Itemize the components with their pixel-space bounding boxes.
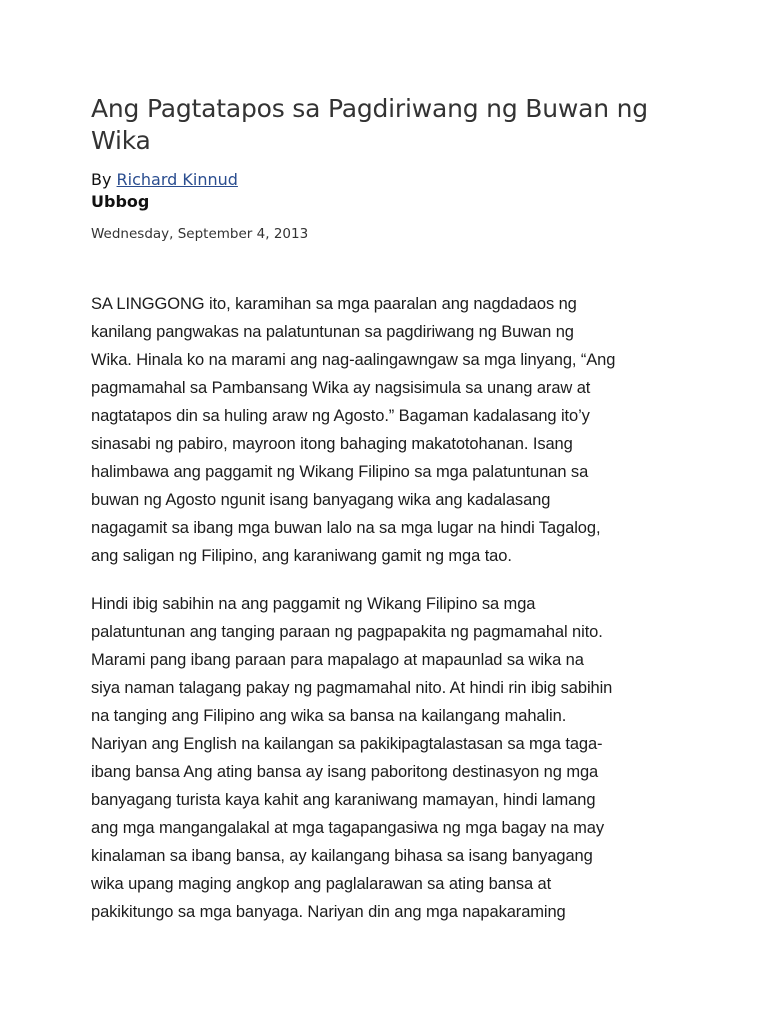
text-line: Hindi ibig sabihin na ang paggamit ng Wikang Filipino sa mga — [91, 595, 536, 613]
source-name: Ubbog — [91, 192, 150, 211]
title-line: Ang Pagtatapos sa Pagdiriwang ng Buwan ng — [91, 94, 648, 123]
text-line: pagmamahal sa Pambansang Wika ay nagsisimula sa unang araw at — [91, 379, 591, 397]
text-line: kinalaman sa ibang bansa, ay kailangang bihasa sa isang banyagang — [91, 847, 593, 865]
text-line: nagtatapos din sa huling araw ng Agosto.” Bagaman kadalasang ito’y — [91, 407, 590, 425]
paragraph — [91, 590, 691, 926]
text-line: banyagang turista kaya kahit ang karaniwang mamayan, hindi lamang — [91, 791, 596, 809]
text-line: na tanging ang Filipino ang wika sa bansa na kailangang mahalin. — [91, 707, 567, 725]
text-line: halimbawa ang paggamit ng Wikang Filipino sa mga palatuntunan sa — [91, 463, 589, 481]
article — [91, 93, 691, 946]
title-line: Wika — [91, 126, 151, 155]
text-line: ibang bansa Ang ating bansa ay isang paboritong destinasyon ng mga — [91, 763, 599, 781]
text-line: nagagamit sa ibang mga buwan lalo na sa mga lugar na hindi Tagalog, — [91, 519, 601, 537]
byline — [91, 169, 691, 191]
text-line: pakikitungo sa mga banyaga. Nariyan din ang mga napakaraming — [91, 903, 566, 921]
text-line: ang mga mangangalakal at mga tagapangasiwa ng mga bagay na may — [91, 819, 604, 837]
text-line: SA LINGGONG ito, karamihan sa mga paaralan ang nagdadaos ng — [91, 295, 577, 313]
text-line: buwan ng Agosto ngunit isang banyagang wika ang kadalasang — [91, 491, 551, 509]
text-line: wika upang maging angkop ang paglalarawan sa ating bansa at — [91, 875, 552, 893]
text-line: ang saligan ng Filipino, ang karaniwang gamit ng mga tao. — [91, 547, 512, 565]
author-link[interactable]: Richard Kinnud — [116, 170, 238, 189]
text-line: Marami pang ibang paraan para mapalago at mapaunlad sa wika na — [91, 651, 584, 669]
paragraph — [91, 290, 691, 570]
text-line: palatuntunan ang tanging paraan ng pagpapakita ng pagmamahal nito. — [91, 623, 603, 641]
article-body — [91, 290, 691, 926]
article-title — [91, 93, 691, 157]
publish-date: Wednesday, September 4, 2013 — [91, 226, 309, 242]
text-line: siya naman talagang pakay ng pagmamahal nito. At hindi rin ibig sabihin — [91, 679, 613, 697]
text-line: kanilang pangwakas na palatuntunan sa pagdiriwang ng Buwan ng — [91, 323, 574, 341]
text-line: Nariyan ang English na kailangan sa pakikipagtalastasan sa mga taga- — [91, 735, 603, 753]
text-line: Wika. Hinala ko na marami ang nag-aalingawngaw sa mga linyang, “Ang — [91, 351, 616, 369]
text-line: sinasabi ng pabiro, mayroon itong bahaging makatotohanan. Isang — [91, 435, 573, 453]
by-prefix: By — [91, 170, 112, 189]
